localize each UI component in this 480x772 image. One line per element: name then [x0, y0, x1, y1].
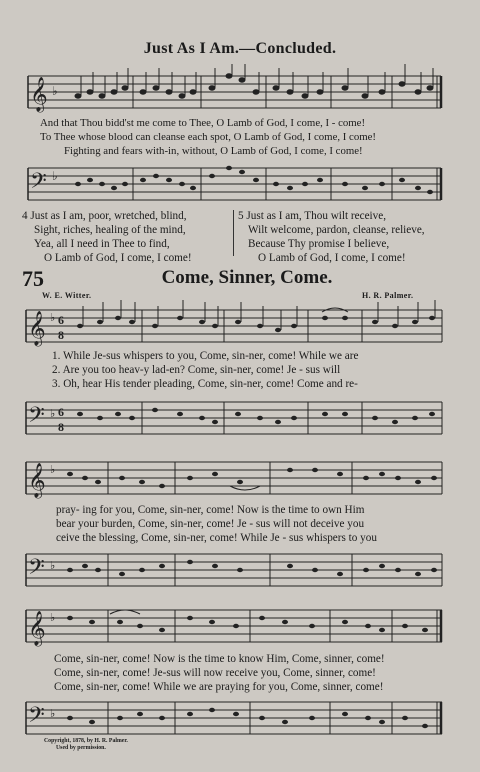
- treble-staff-system-2: [0, 450, 480, 502]
- svg-text:6: 6: [58, 313, 64, 327]
- copyright-line-2: Used by permission.: [56, 745, 106, 751]
- svg-text:𝄢: 𝄢: [28, 403, 45, 432]
- system3-lyric-verse-1: Come, sin-ner, come! Now is the time to know Him, Come, sinner, come!: [54, 653, 385, 665]
- svg-text:♭: ♭: [50, 612, 56, 624]
- continued-hymn-title: Just As I Am.—Concluded.: [143, 40, 337, 57]
- system2-lyric-verse-3: ceive the blessing, Come, sin-ner, come! While Je - sus whispers to you: [56, 532, 377, 544]
- continued-lyric-line-2: To Thee whose blood can cleanse each spot, O Lamb of God, I come, I come!: [40, 131, 377, 143]
- verse5-line-3: Because Thy promise I believe,: [248, 238, 390, 250]
- bass-staff-system-1: [0, 388, 480, 440]
- verse-divider: [233, 210, 234, 256]
- svg-text:𝄞: 𝄞: [28, 612, 46, 645]
- verse4-line-4: O Lamb of God, I come, I come!: [44, 252, 192, 264]
- svg-text:𝄞: 𝄞: [30, 78, 48, 111]
- treble-staff-system-3: [0, 598, 480, 650]
- svg-text:8: 8: [58, 328, 64, 342]
- system1-lyric-verse-1: 1. While Je-sus whispers to you, Come, sin-ner, come! While we are: [52, 350, 359, 362]
- bass-staff-system-2: [0, 540, 480, 592]
- svg-text:♭: ♭: [50, 408, 56, 420]
- svg-text:𝄞: 𝄞: [28, 312, 46, 345]
- system1-lyric-verse-3: 3. Oh, hear His tender pleading, Come, sin-ner, come! Come and re-: [52, 378, 358, 390]
- system3-lyric-verse-2: Come, sin-ner, come! Je-sus will now receive you, Come, sinner, come!: [54, 667, 376, 679]
- svg-text:𝄢: 𝄢: [28, 703, 45, 732]
- svg-text:♭: ♭: [52, 84, 58, 98]
- bass-staff-top: [0, 156, 480, 206]
- system2-lyric-verse-2: bear your burden, Come, sin-ner, come! Je - sus will not deceive you: [56, 518, 365, 530]
- svg-text:♭: ♭: [50, 464, 56, 476]
- system2-lyric-verse-1: pray- ing for you, Come, sin-ner, come! Now is the time to own Him: [56, 504, 365, 516]
- hymn-number: 75: [22, 266, 44, 291]
- verse4-line-2: Sight, riches, healing of the mind,: [34, 224, 186, 236]
- treble-staff-system-1: [0, 298, 480, 348]
- composer-right: H. R. Palmer.: [362, 291, 414, 300]
- svg-text:♭: ♭: [52, 169, 58, 183]
- svg-text:𝄞: 𝄞: [28, 464, 46, 497]
- system3-lyric-verse-3: Come, sin-ner, come! While we are praying for you, Come, sinner, come!: [54, 681, 384, 693]
- svg-text:♭: ♭: [50, 708, 56, 720]
- copyright-line-1: Copyright, 1878, by H. R. Palmer.: [44, 738, 128, 744]
- continued-lyric-line-1: And that Thou bidd'st me come to Thee, O Lamb of God, I come, I - come!: [40, 117, 366, 129]
- composer-left: W. E. Witter.: [42, 291, 92, 300]
- continued-lyric-line-3: Fighting and fears with-in, without, O Lamb of God, I come, I come!: [64, 145, 363, 157]
- verse5-line-2: Wilt welcome, pardon, cleanse, relieve,: [248, 224, 425, 236]
- svg-text:𝄢: 𝄢: [30, 169, 47, 198]
- svg-text:♭: ♭: [50, 312, 56, 324]
- verse4-line-3: Yea, all I need in Thee to find,: [34, 238, 170, 250]
- bass-staff-system-3: [0, 688, 480, 740]
- verse4-line-1: 4 Just as I am, poor, wretched, blind,: [22, 210, 187, 222]
- verse5-line-4: O Lamb of God, I come, I come!: [258, 252, 406, 264]
- hymn-title: Come, Sinner, Come.: [161, 267, 333, 288]
- verse5-line-1: 5 Just as I am, Thou wilt receive,: [238, 210, 386, 222]
- svg-text:8: 8: [58, 420, 64, 434]
- svg-text:6: 6: [58, 405, 64, 419]
- svg-text:𝄢: 𝄢: [28, 555, 45, 584]
- system1-lyric-verse-2: 2. Are you too heav-y lad-en? Come, sin-ner, come! Je - sus will: [52, 364, 341, 376]
- svg-text:♭: ♭: [50, 560, 56, 572]
